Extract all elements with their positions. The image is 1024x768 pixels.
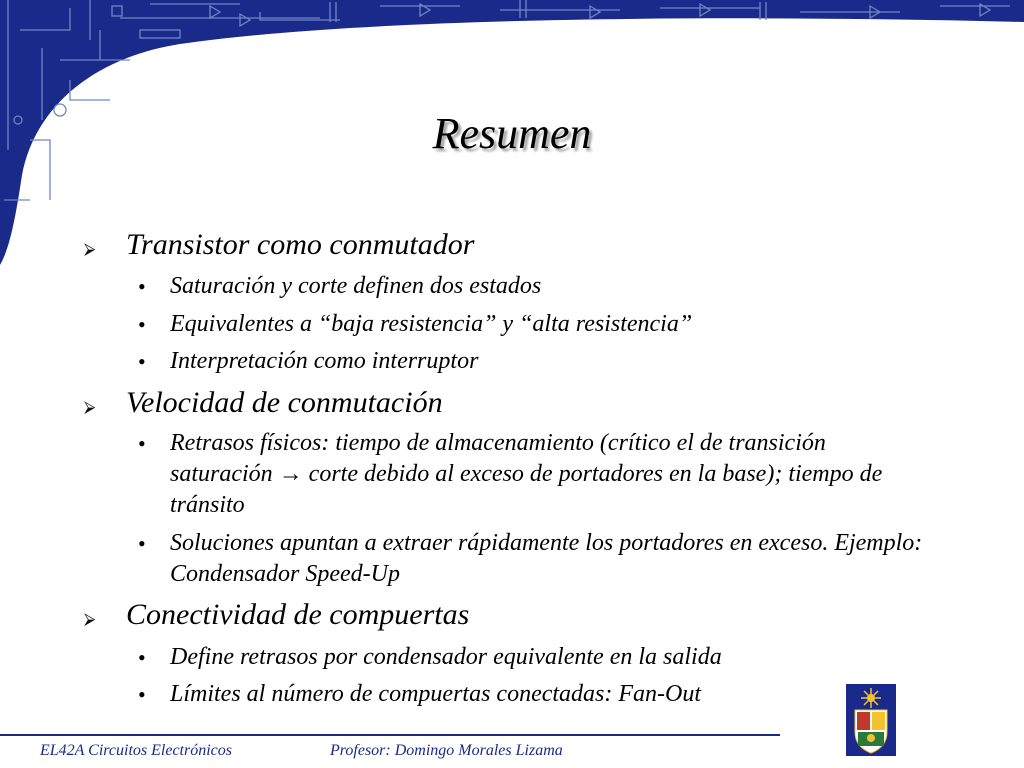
round-bullet-icon: • (138, 431, 146, 456)
arrowhead-bullet-icon: ⮚ (84, 397, 96, 416)
footer-professor: Profesor: Domingo Morales Lizama (330, 742, 563, 759)
section-heading-2: ⮚ Velocidad de conmutación (84, 386, 443, 419)
university-crest-icon (846, 684, 896, 756)
round-bullet-icon: • (138, 531, 146, 556)
bullet-item: • Interpretación como interruptor (138, 346, 928, 377)
bullet-item: • Soluciones apuntan a extraer rápidamente los portadores en exceso. Ejemplo: Condensador Speed-Up (138, 528, 928, 590)
slide-title: Resumen (432, 109, 592, 158)
round-bullet-icon: • (138, 645, 146, 670)
round-bullet-icon: • (138, 274, 146, 299)
bullet-item: • Retrasos físicos: tiempo de almacenamiento (crítico el de transición saturación → corte debido al exceso de portadores en la base); tiempo de tránsito (138, 428, 928, 521)
footer-course: EL42A Circuitos Electrónicos (40, 742, 232, 759)
section-heading-3: ⮚ Conectividad de compuertas (84, 598, 470, 631)
circuit-pattern (4, 0, 1010, 200)
arrowhead-bullet-icon: ⮚ (84, 609, 96, 628)
bullet-item: • Define retrasos por condensador equivalente en la salida (138, 642, 928, 673)
bullet-item: • Equivalentes a “baja resistencia” y “alta resistencia” (138, 309, 928, 340)
bullet-item: • Saturación y corte definen dos estados (138, 271, 928, 302)
section-heading-1: ⮚ Transistor como conmutador (84, 228, 475, 261)
round-bullet-icon: • (138, 349, 146, 374)
bullet-item: • Límites al número de compuertas conectadas: Fan-Out (138, 679, 928, 710)
arrowhead-bullet-icon: ⮚ (84, 239, 96, 258)
round-bullet-icon: • (138, 312, 146, 337)
footer-divider (0, 734, 780, 736)
round-bullet-icon: • (138, 682, 146, 707)
